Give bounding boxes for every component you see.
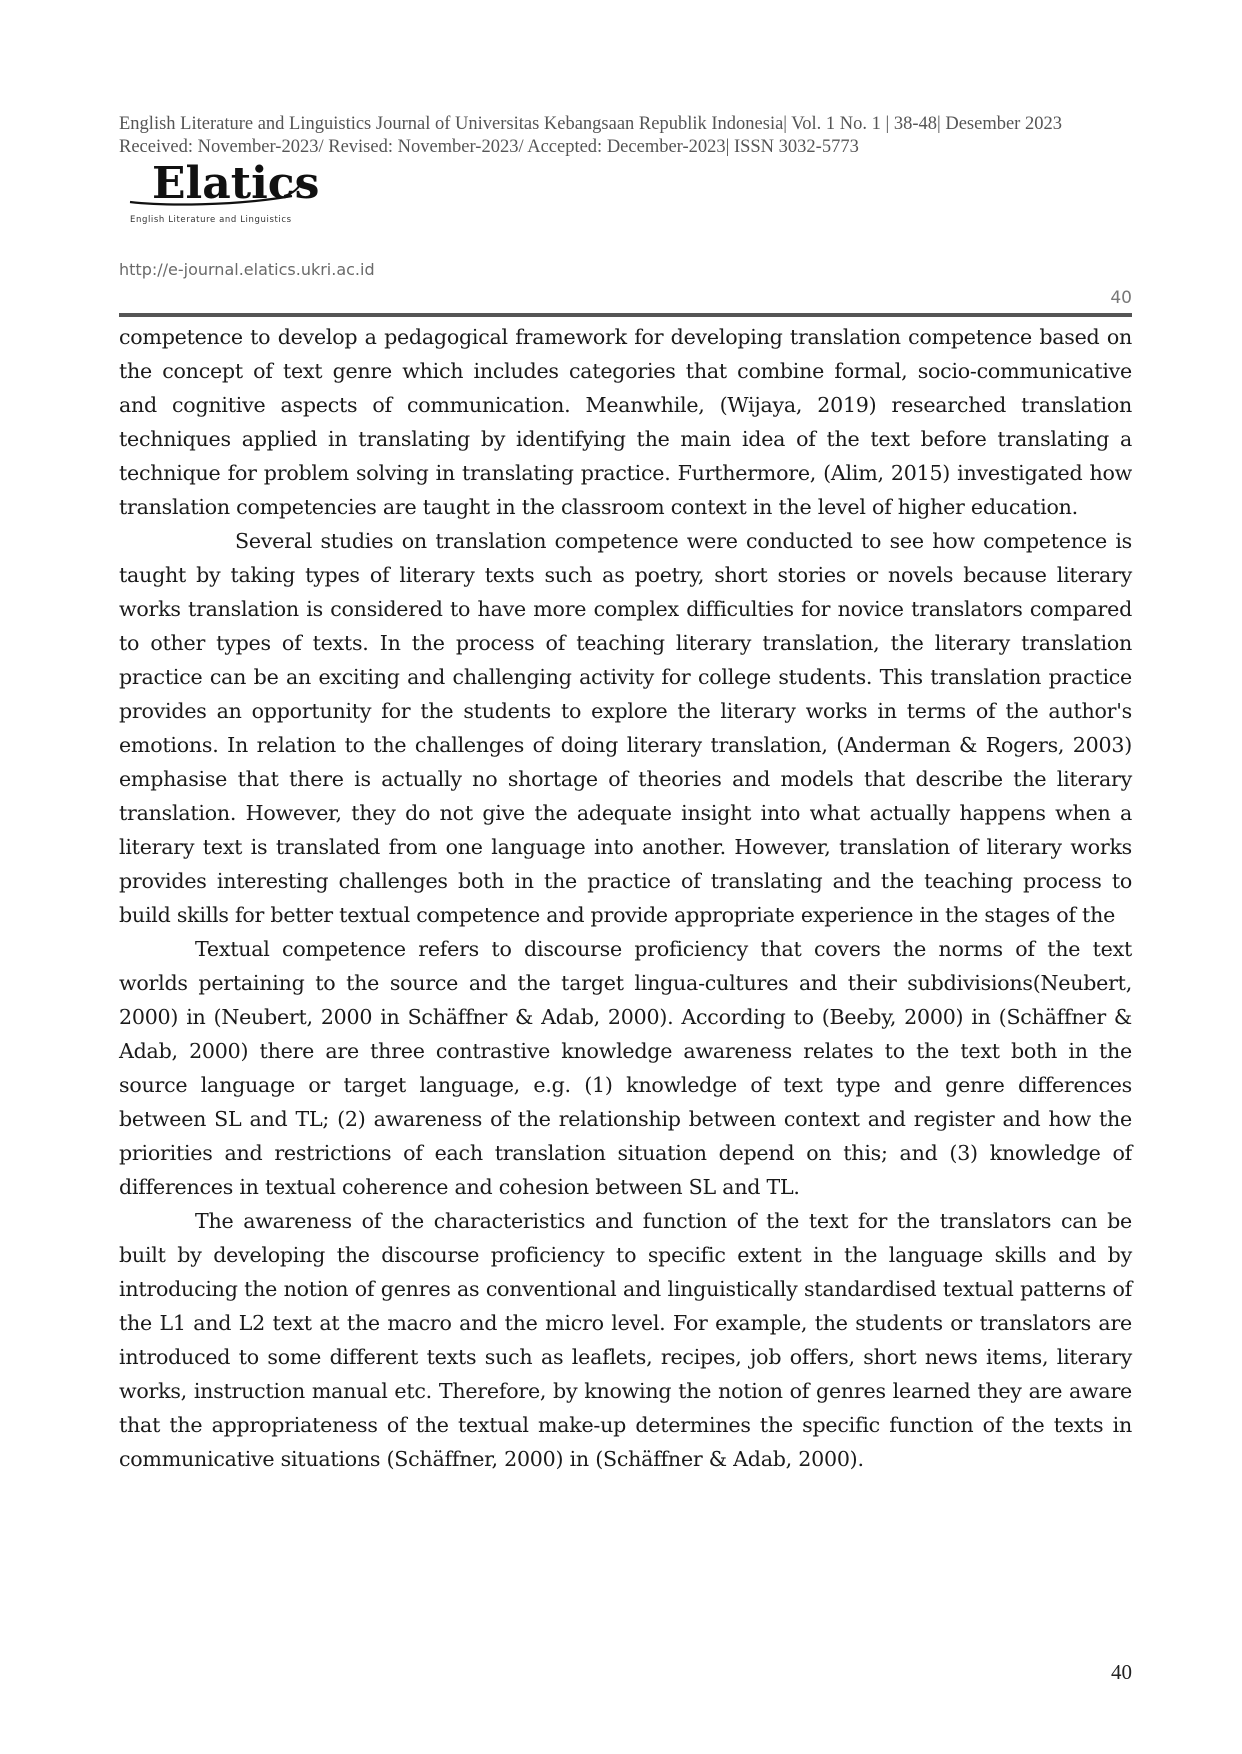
page-number-bottom: 40: [1111, 1660, 1132, 1684]
paragraph-2: Several studies on translation competence were conducted to see how competence is taught by taking types of literary texts such as poetry, short stories or novels because literary works translation is considered to have more complex difficulties for novice translators compared to other types of texts. In the process of teaching literary translation, the literary translation practice can be an exciting and challenging activity for college students. This translation practice provides an opportunity for the students to explore the literary works in terms of the author's emotions. In relation to the challenges of doing literary translation, (Anderman & Rogers, 2003) emphasise that there is actually no shortage of theories and models that describe the literary translation. However, they do not give the adequate insight into what actually happens when a literary text is translated from one language into another. However, translation of literary works provides interesting challenges both in the practice of translating and the teaching process to build skills for better textual competence and provide appropriate experience in the stages of the: [119, 529, 1132, 927]
paragraph-1: competence to develop a pedagogical framework for developing translation competence based on the concept of text genre which includes categories that combine formal, socio-communicative and cognitive aspects of communication. Meanwhile, (Wijaya, 2019) researched translation techniques applied in translating by identifying the main idea of the text before translating a technique for problem solving in translating practice. Furthermore, (Alim, 2015) investigated how translation competencies are taught in the classroom context in the level of higher education.: [119, 325, 1132, 519]
logo-title: Elatics: [152, 162, 320, 209]
paragraph-4: The awareness of the characteristics and function of the text for the translators can be built by developing the discourse proficiency to specific extent in the language skills and by introducing the notion of genres as conventional and linguistically standardised textual patterns of the L1 and L2 text at the macro and the micro level. For example, the students or translators are introduced to some different texts such as leaflets, recipes, job offers, short news items, literary works, instruction manual etc. Therefore, by knowing the notion of genres learned they are aware that the appropriateness of the textual make-up determines the specific function of the texts in communicative situations (Schäffner, 2000) in (Schäffner & Adab, 2000).: [119, 1209, 1132, 1471]
elatics-logo-graphic: [124, 162, 344, 246]
journal-header: [119, 113, 1132, 159]
elatics-logo: [124, 162, 344, 246]
page-number-top: 40: [1110, 288, 1132, 308]
header-divider: [119, 313, 1132, 317]
journal-dates-line: Received: November-2023/ Revised: November-2023/ Accepted: December-2023| ISSN 3032-5773: [119, 137, 859, 157]
journal-url: http://e-journal.elatics.ukri.ac.id: [119, 260, 375, 279]
logo-subtitle: English Literature and Linguistics: [130, 215, 292, 225]
journal-citation-line: English Literature and Linguistics Journal of Universitas Kebangsaan Republik Indonesia| Vol. 1 No. 1 | 38-48| Desember 2023: [119, 114, 1062, 134]
paragraph-3: Textual competence refers to discourse proficiency that covers the norms of the text worlds pertaining to the source and the target lingua-cultures and their subdivisions(Neubert, 2000) in (Neubert, 2000 in Schäffner & Adab, 2000). According to (Beeby, 2000) in (Schäffner & Adab, 2000) there are three contrastive knowledge awareness relates to the text both in the source language or target language, e.g. (1) knowledge of text type and genre differences between SL and TL; (2) awareness of the relationship between context and register and how the priorities and restrictions of each translation situation depend on this; and (3) knowledge of differences in textual coherence and cohesion between SL and TL.: [119, 937, 1132, 1199]
article-body: [119, 320, 1132, 1476]
